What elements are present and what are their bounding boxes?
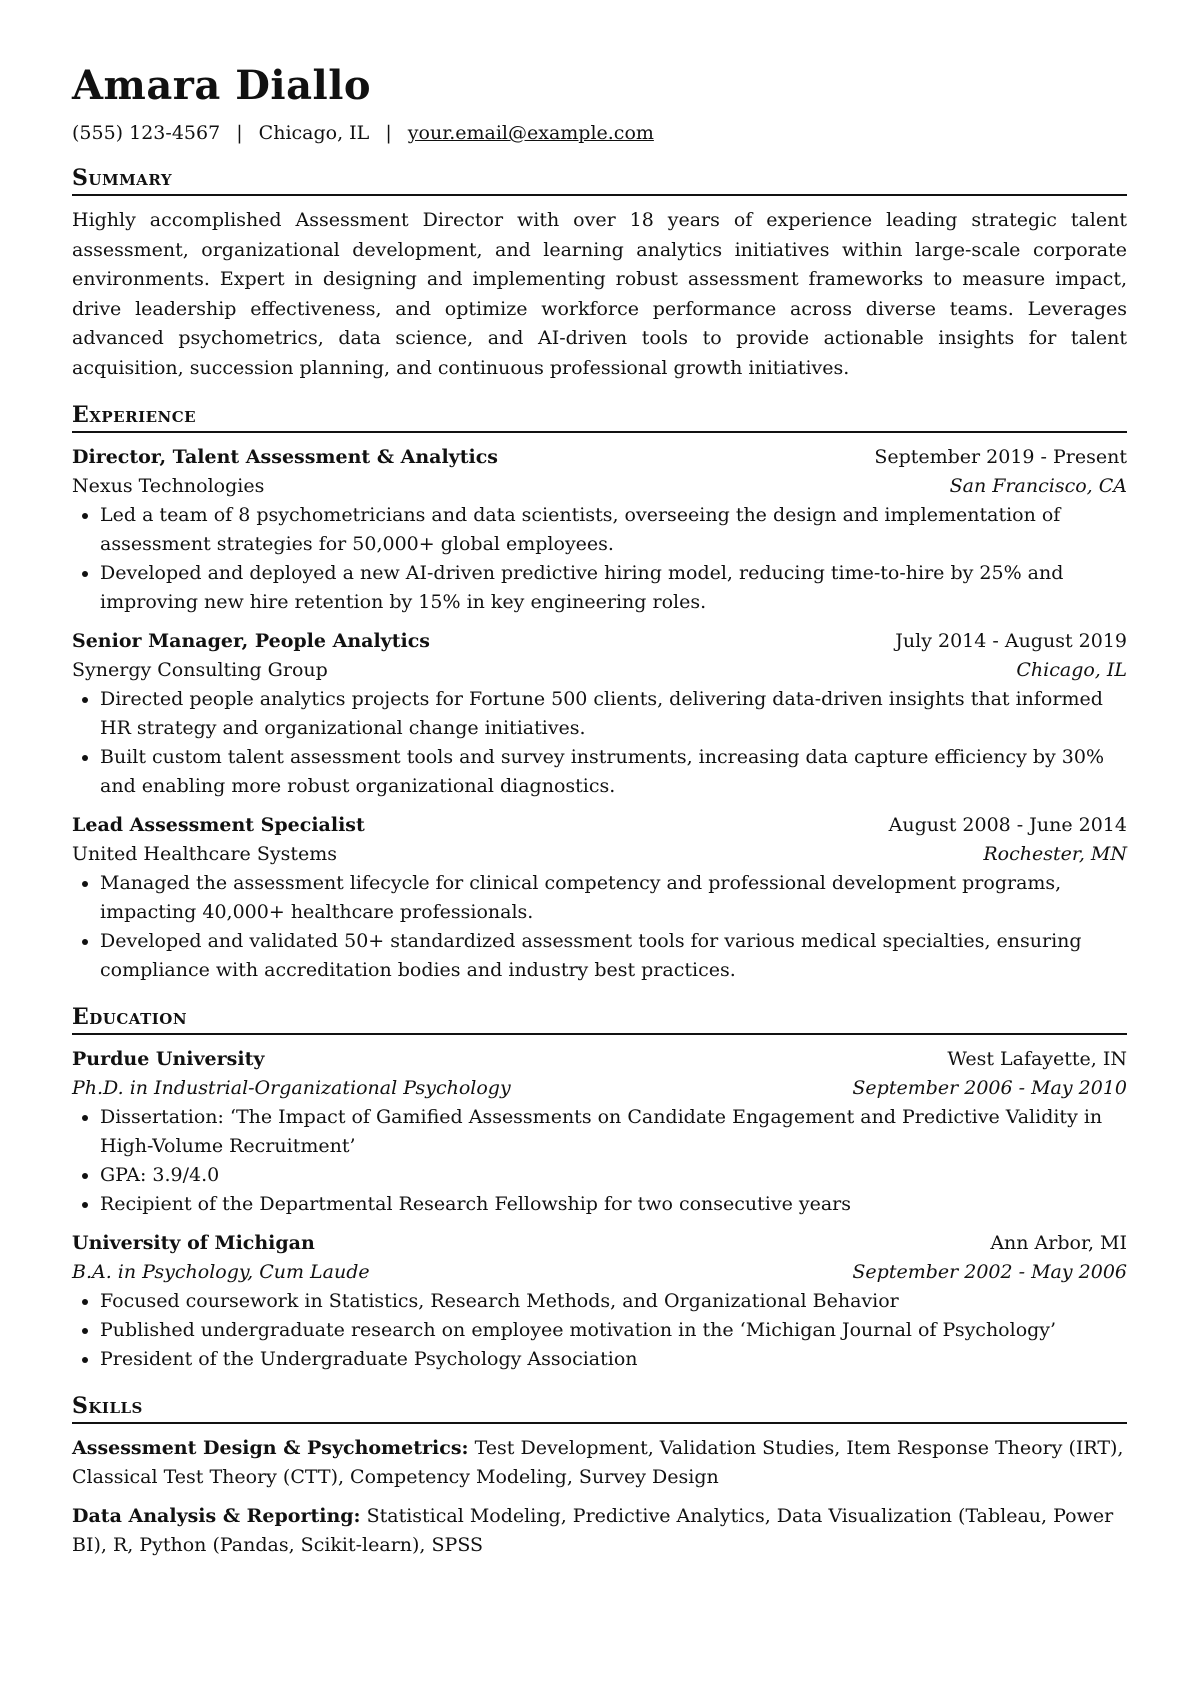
company-name: United Healthcare Systems	[72, 843, 337, 865]
education-dates: September 2006 - May 2010	[852, 1077, 1127, 1099]
contact-separator: |	[385, 122, 392, 144]
job-dates: July 2014 - August 2019	[895, 630, 1127, 652]
education-heading: Education	[72, 1003, 1127, 1035]
phone-number: (555) 123-4567	[72, 122, 221, 144]
list-item: • President of the Undergraduate Psychology Association	[100, 1345, 1127, 1374]
skill-group-items: Statistical Modeling, Predictive Analytics, Data Visualization (Tableau, Power BI), R, Python (Pandas, Scikit-learn), SPSS	[72, 1505, 1114, 1556]
job-dates: September 2019 - Present	[874, 446, 1127, 468]
degree: Ph.D. in Industrial-Organizational Psychology	[72, 1077, 511, 1099]
education-entry	[72, 1045, 1127, 1219]
job-title: Director, Talent Assessment & Analytics	[72, 446, 498, 468]
candidate-name: Amara Diallo	[72, 62, 372, 109]
skill-group	[72, 1434, 1127, 1492]
experience-heading: Experience	[72, 401, 1127, 433]
school-location: West Lafayette, IN	[947, 1048, 1127, 1070]
job-location: Rochester, MN	[983, 843, 1127, 865]
list-item: • GPA: 3.9/4.0	[100, 1161, 1127, 1190]
job-location: Chicago, IL	[1016, 659, 1127, 681]
email-link[interactable]: your.email@example.com	[407, 122, 654, 144]
list-item: • Developed and deployed a new AI-driven predictive hiring model, reducing time-to-hire by 25% and improving new hire retention by 15% in key engineering roles.	[100, 559, 1127, 617]
company-name: Nexus Technologies	[72, 475, 265, 497]
skills-heading: Skills	[72, 1392, 1127, 1424]
school-name: University of Michigan	[72, 1232, 315, 1254]
job-bullets	[72, 501, 1127, 617]
job-bullets	[72, 869, 1127, 985]
school-location: Ann Arbor, MI	[990, 1232, 1127, 1254]
resume-page	[72, 56, 1127, 1560]
list-item: • Dissertation: ‘The Impact of Gamified Assessments on Candidate Engagement and Predictive Validity in High-Volume Recruitment’	[100, 1103, 1127, 1161]
education-bullets	[72, 1287, 1127, 1374]
list-item: • Managed the assessment lifecycle for clinical competency and professional development programs, impacting 40,000+ healthcare professionals.	[100, 869, 1127, 927]
job-title: Lead Assessment Specialist	[72, 814, 365, 836]
education-entry	[72, 1229, 1127, 1374]
skill-group	[72, 1502, 1127, 1560]
contact-line	[72, 120, 1127, 146]
experience-entry	[72, 627, 1127, 801]
skill-group-label: Assessment Design & Psychometrics:	[72, 1437, 469, 1459]
job-location: San Francisco, CA	[949, 475, 1127, 497]
skill-group-items: Test Development, Validation Studies, Item Response Theory (IRT), Classical Test Theory (CTT), Competency Modeling, Survey Design	[72, 1437, 1124, 1488]
summary-heading: Summary	[72, 164, 1127, 196]
job-bullets	[72, 685, 1127, 801]
skill-group-label: Data Analysis & Reporting:	[72, 1505, 361, 1527]
company-name: Synergy Consulting Group	[72, 659, 328, 681]
list-item: • Recipient of the Departmental Research Fellowship for two consecutive years	[100, 1190, 1127, 1219]
contact-separator: |	[236, 122, 243, 144]
list-item: • Published undergraduate research on employee motivation in the ‘Michigan Journal of Psychology’	[100, 1316, 1127, 1345]
experience-entry	[72, 443, 1127, 617]
school-name: Purdue University	[72, 1048, 265, 1070]
job-title: Senior Manager, People Analytics	[72, 630, 430, 652]
education-dates: September 2002 - May 2006	[852, 1261, 1127, 1283]
list-item: • Led a team of 8 psychometricians and data scientists, overseeing the design and implementation of assessment strategies for 50,000+ global employees.	[100, 501, 1127, 559]
experience-entry	[72, 811, 1127, 985]
list-item: • Built custom talent assessment tools and survey instruments, increasing data capture efficiency by 30% and enabling more robust organizational diagnostics.	[100, 743, 1127, 801]
list-item: • Focused coursework in Statistics, Research Methods, and Organizational Behavior	[100, 1287, 1127, 1316]
list-item: • Developed and validated 50+ standardized assessment tools for various medical specialties, ensuring compliance with accreditation bodies and industry best practices.	[100, 927, 1127, 985]
degree: B.A. in Psychology, Cum Laude	[72, 1261, 370, 1283]
location: Chicago, IL	[258, 122, 370, 144]
list-item: • Directed people analytics projects for Fortune 500 clients, delivering data-driven insights that informed HR strategy and organizational change initiatives.	[100, 685, 1127, 743]
education-bullets	[72, 1103, 1127, 1219]
job-dates: August 2008 - June 2014	[888, 814, 1127, 836]
summary-text: Highly accomplished Assessment Director with over 18 years of experience leading strategic talent assessment, organizational development, and learning analytics initiatives within large-scale corporate environments. Expert in designing and implementing robust assessment frameworks to measure impact, drive leadership effectiveness, and optimize workforce performance across diverse teams. Leverages advanced psychometrics, data science, and AI-driven tools to provide actionable insights for talent acquisition, succession planning, and continuous professional growth initiatives.	[72, 209, 1127, 379]
